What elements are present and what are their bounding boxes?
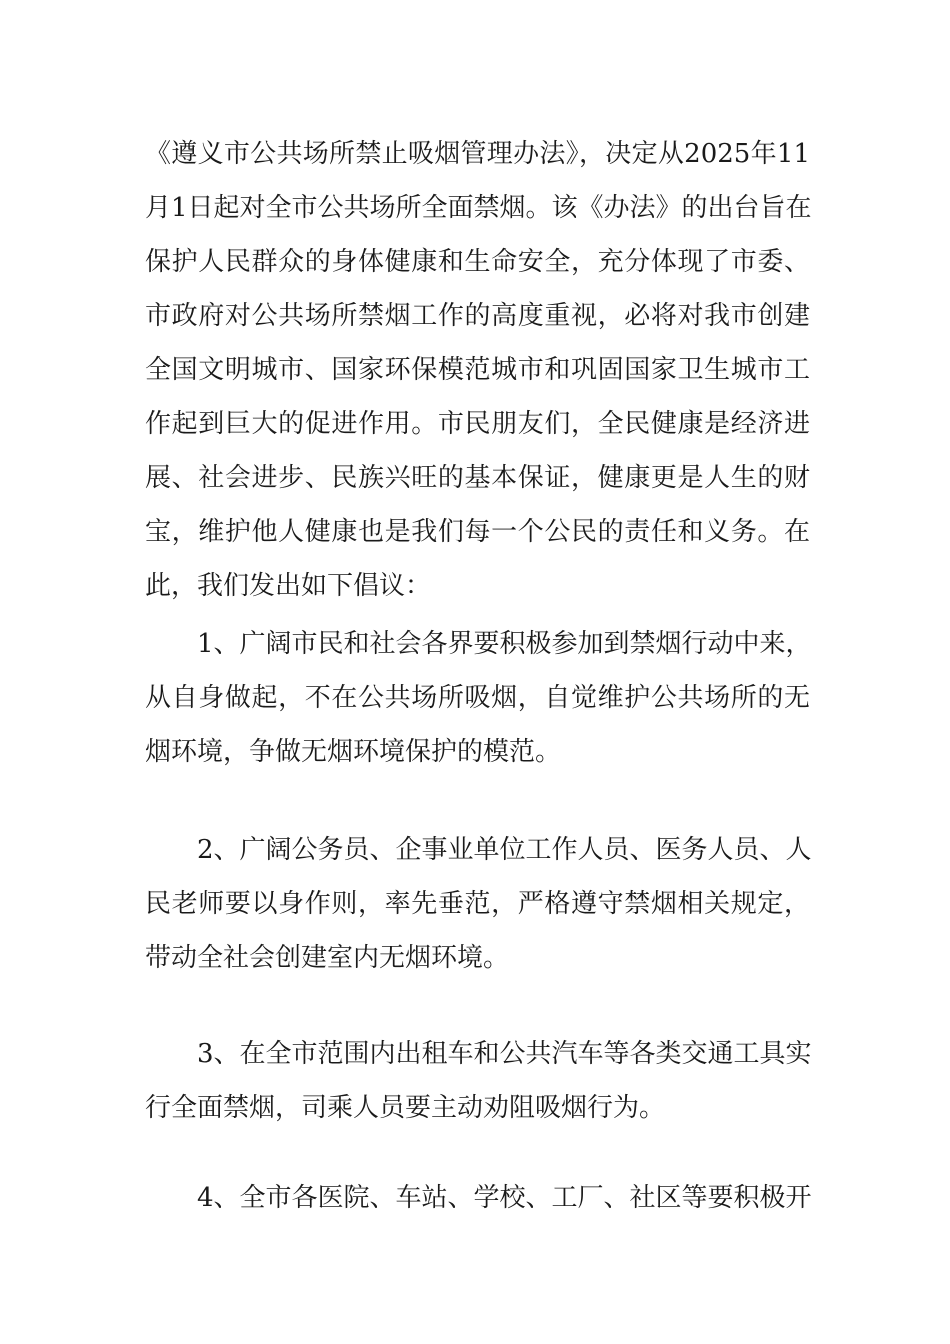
text-line: 从自身做起，不在公共场所吸烟，自觉维护公共场所的无 xyxy=(145,683,810,713)
paragraph-item-1 xyxy=(145,617,810,779)
text-line: 3、在全市范围内出租车和公共汽车等各类交通工具实 xyxy=(197,1039,812,1069)
paragraph-item-4 xyxy=(145,1171,810,1225)
paragraph-item-2 xyxy=(145,823,810,985)
text-line: 保护人民群众的身体健康和生命安全，充分体现了市委、 xyxy=(145,247,810,277)
text-line: 行全面禁烟，司乘人员要主动劝阻吸烟行为。 xyxy=(145,1093,666,1123)
text-line: 全国文明城市、国家环保模范城市和巩固国家卫生城市工 xyxy=(145,355,810,385)
paragraph-item-3 xyxy=(145,1027,810,1135)
text-line: 市政府对公共场所禁烟工作的高度重视，必将对我市创建 xyxy=(145,301,810,331)
text-line: 宝，维护他人健康也是我们每一个公民的责任和义务。在 xyxy=(145,517,810,547)
text-line: 民老师要以身作则，率先垂范，严格遵守禁烟相关规定， xyxy=(145,889,810,919)
text-line: 带动全社会创建室内无烟环境。 xyxy=(145,943,510,973)
text-line: 展、社会进步、民族兴旺的基本保证，健康更是人生的财 xyxy=(145,463,810,493)
text-line: 4、全市各医院、车站、学校、工厂、社区等要积极开 xyxy=(197,1183,812,1213)
text-line: 2、广阔公务员、企事业单位工作人员、医务人员、人 xyxy=(197,835,812,865)
text-line: 《遵义市公共场所禁止吸烟管理办法》，决定从2025年11 xyxy=(145,139,810,169)
text-line: 烟环境，争做无烟环境保护的模范。 xyxy=(145,737,562,767)
text-line: 此，我们发出如下倡议： xyxy=(145,571,432,601)
text-line: 作起到巨大的促进作用。市民朋友们，全民健康是经济进 xyxy=(145,409,810,439)
text-line: 月1日起对全市公共场所全面禁烟。该《办法》的出台旨在 xyxy=(145,193,812,223)
paragraph-intro xyxy=(145,127,810,613)
text-line: 1、广阔市民和社会各界要积极参加到禁烟行动中来， xyxy=(197,629,812,659)
